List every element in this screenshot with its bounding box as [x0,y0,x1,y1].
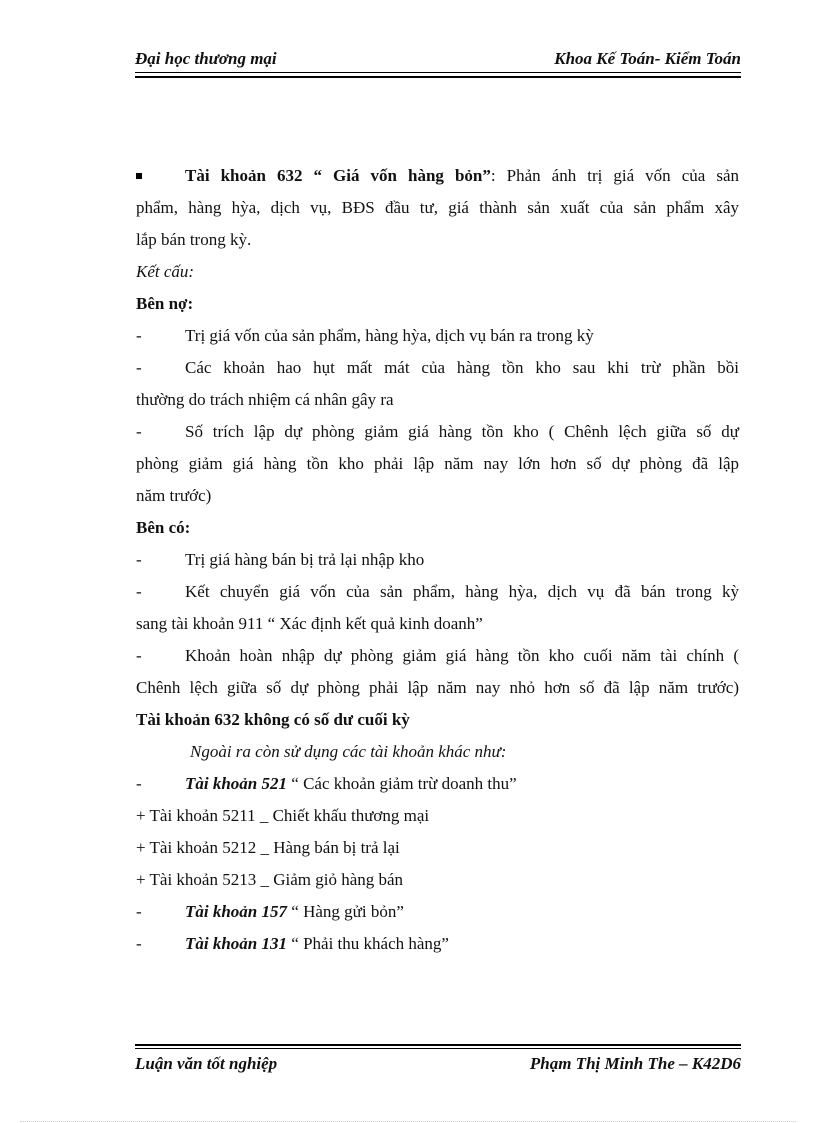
tk632-desc: : Phản ánh trị giá vốn của sản [490,166,739,185]
debit-item-1 [136,320,739,352]
dash-marker: - [136,902,142,921]
footer-rule-thick [135,1044,741,1046]
debit-item-2-line1 [136,352,739,384]
dash-marker: - [136,934,142,953]
other-accounts-intro: Ngoài ra còn sử dụng các tài khoản khác như: [190,742,507,761]
tk632-title: Tài khoản 632 “ Giá vốn hàng bỏn” [185,166,491,185]
tk157-item [136,896,739,928]
dash-marker: - [136,358,142,377]
page-edge-divider [20,1121,796,1122]
tk157-text: “ Hàng gửi bỏn” [287,902,404,921]
tk131-label: Tài khoản 131 [185,934,288,953]
tk5213-item: + Tài khoản 5213 _ Giảm giỏ hàng bán [136,870,404,889]
dash-marker: - [136,774,142,793]
tk5211-item: + Tài khoản 5211 _ Chiết khấu thương mại [136,806,430,825]
debit-item-3-line2: phòng giảm giá hàng tồn kho phải lập năm nay lớn hơn số dự phòng đã lập [136,454,739,473]
dash-marker: - [136,646,142,665]
dash-marker: - [136,550,142,569]
header-faculty: Khoa Kế Toán- Kiểm Toán [554,49,741,68]
debit-side-heading: Bên nợ: [136,294,194,313]
debit-item-3-text: Số trích lập dự phòng giảm giá hàng tồn kho ( Chênh lệch giữa số dự [185,422,739,441]
debit-item-1-text: Trị giá vốn của sản phẩm, hàng hỳa, dịch vụ bán ra trong kỳ [185,326,594,345]
tk131-item [136,928,739,960]
debit-item-3-line3: năm trước) [136,486,212,505]
tk632-paragraph-line1 [136,160,739,192]
header-university: Đại học thương mại [135,49,277,68]
dash-marker: - [136,582,142,601]
dash-marker: - [136,326,142,345]
debit-item-2-text: Các khoản hao hụt mất mát của hàng tồn kho sau khi trừ phần bồi [185,358,739,377]
footer-rule-thin [135,1048,741,1049]
tk521-label: Tài khoản 521 [185,774,288,793]
dash-marker: - [136,422,142,441]
tk5212-item: + Tài khoản 5212 _ Hàng bán bị trả lại [136,838,400,857]
credit-item-2-line1 [136,576,739,608]
header-rule-thick [135,76,741,78]
tk131-text: “ Phải thu khách hàng” [287,934,449,953]
debit-item-2-line2: thường do trách nhiệm cá nhân gây ra [136,390,394,409]
tk157-label: Tài khoản 157 [185,902,288,921]
credit-side-heading: Bên có: [136,518,191,537]
structure-label: Kết cấu: [136,262,195,281]
tk632-paragraph-line3: lắp bán trong kỳ. [136,230,252,249]
credit-item-3-line2: Chênh lệch giữa số dự phòng phải lập năm nay nhỏ hơn số đã lập năm trước) [136,678,739,697]
credit-item-1 [136,544,739,576]
footer-thesis: Luận văn tốt nghiệp [135,1054,278,1073]
credit-item-2-text: Kết chuyển giá vốn của sản phẩm, hàng hỳa, dịch vụ đã bán trong kỳ [185,582,739,601]
credit-item-2-line2: sang tài khoản 911 “ Xác định kết quả kinh doanh” [136,614,483,633]
credit-item-1-text: Trị giá hàng bán bị trả lại nhập kho [185,550,425,569]
credit-item-3-line1 [136,640,739,672]
tk632-paragraph-line2: phẩm, hàng hỳa, dịch vụ, BĐS đầu tư, giá thành sản xuất của sản phẩm xây [136,198,739,217]
tk521-item [136,768,739,800]
tk521-text: “ Các khoản giảm trừ doanh thu” [287,774,517,793]
credit-item-3-text: Khoản hoàn nhập dự phòng giảm giá hàng tồn kho cuối năm tài chính ( [185,646,739,665]
footer-author: Phạm Thị Minh The – K42D6 [529,1054,741,1073]
debit-item-3-line1 [136,416,739,448]
no-balance-note: Tài khoản 632 không có số dư cuối kỳ [136,710,410,729]
header-rule-thin [135,72,741,73]
square-bullet-icon [136,173,142,179]
